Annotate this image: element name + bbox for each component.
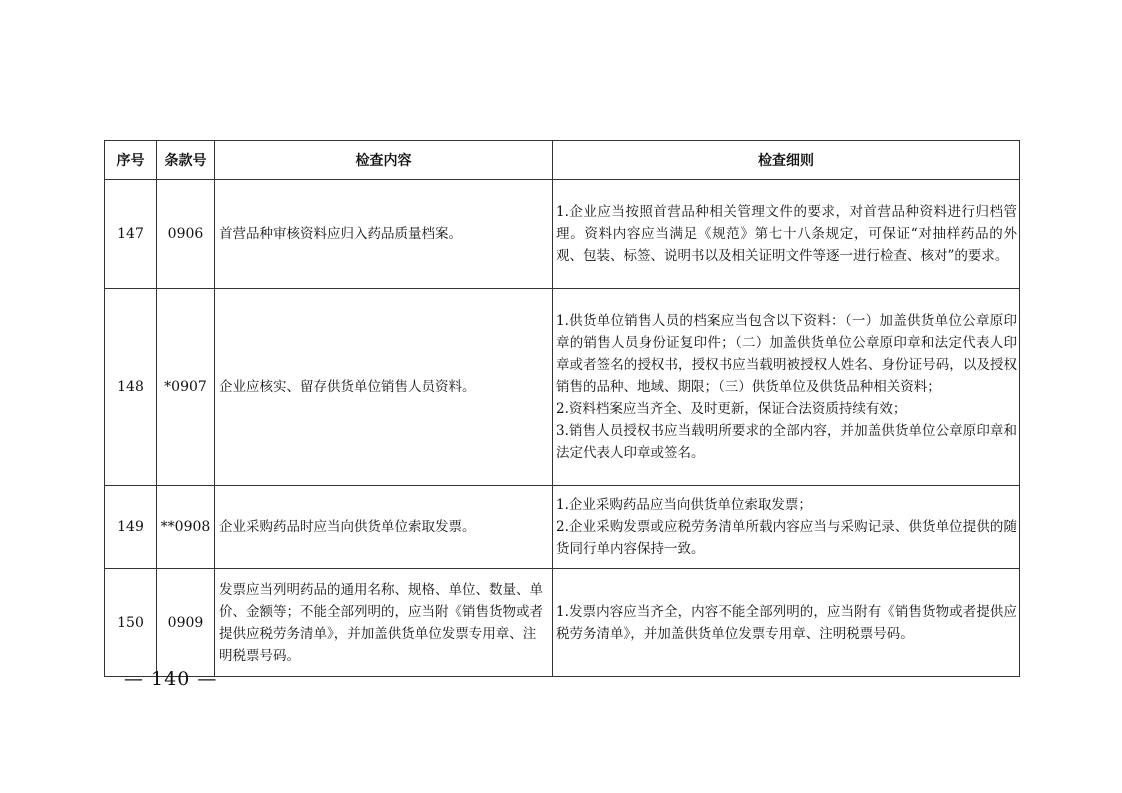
table-row (105, 289, 1020, 486)
cell-clause: 0906 (157, 180, 215, 289)
cell-seq: 150 (105, 569, 157, 677)
detail-item: 3.销售人员授权书应当载明所要求的全部内容，并加盖供货单位公章原印章和法定代表人印章或签名。 (556, 423, 1017, 461)
detail-item: 2.资料档案应当齐全、及时更新，保证合法资质持续有效； (556, 401, 907, 417)
cell-clause: 0909 (157, 569, 215, 677)
inspection-table (104, 140, 1020, 677)
cell-content: 首营品种审核资料应归入药品质量档案。 (215, 180, 553, 289)
detail-item: 2.企业采购发票或应税劳务清单所载内容应当与采购记录、供货单位提供的随货同行单内容保持一致。 (556, 519, 1017, 557)
detail-item: 1.供货单位销售人员的档案应当包含以下资料：（一）加盖供货单位公章原印章的销售人员身份证复印件；（二）加盖供货单位公章原印章和法定代表人印章或者签名的授权书，授权书应当载明被授权人姓名、身份证号码，以及授权销售的品种、地域、期限；（三）供货单位及供货品种相关资料； (556, 313, 1017, 395)
cell-seq: 149 (105, 486, 157, 569)
table-row (105, 180, 1020, 289)
page-number: — 140 — (124, 668, 218, 690)
header-clause: 条款号 (157, 141, 215, 180)
header-detail: 检查细则 (553, 141, 1020, 180)
cell-clause: *0907 (157, 289, 215, 486)
table-row (105, 486, 1020, 569)
table-row (105, 569, 1020, 677)
header-seq: 序号 (105, 141, 157, 180)
cell-detail (553, 180, 1020, 289)
cell-content: 企业采购药品时应当向供货单位索取发票。 (215, 486, 553, 569)
header-content: 检查内容 (215, 141, 553, 180)
cell-clause: **0908 (157, 486, 215, 569)
cell-content: 发票应当列明药品的通用名称、规格、单位、数量、单价、金额等；不能全部列明的，应当附《销售货物或者提供应税劳务清单》，并加盖供货单位发票专用章、注明税票号码。 (215, 569, 553, 677)
cell-content: 企业应核实、留存供货单位销售人员资料。 (215, 289, 553, 486)
detail-item: 1.发票内容应当齐全，内容不能全部列明的，应当附有《销售货物或者提供应税劳务清单》，并加盖供货单位发票专用章、注明税票号码。 (556, 603, 1017, 642)
detail-item: 1.企业采购药品应当向供货单位索取发票； (556, 497, 812, 513)
cell-detail (553, 289, 1020, 486)
cell-seq: 147 (105, 180, 157, 289)
cell-detail (553, 486, 1020, 569)
cell-seq: 148 (105, 289, 157, 486)
table-header-row (105, 141, 1020, 180)
detail-item: 1.企业应当按照首营品种相关管理文件的要求，对首营品种资料进行归档管理。资料内容应当满足《规范》第七十八条规定，可保证“对抽样药品的外观、包装、标签、说明书以及相关证明文件等逐一进行检查、核对”的要求。 (556, 204, 1017, 264)
cell-detail (553, 569, 1020, 677)
